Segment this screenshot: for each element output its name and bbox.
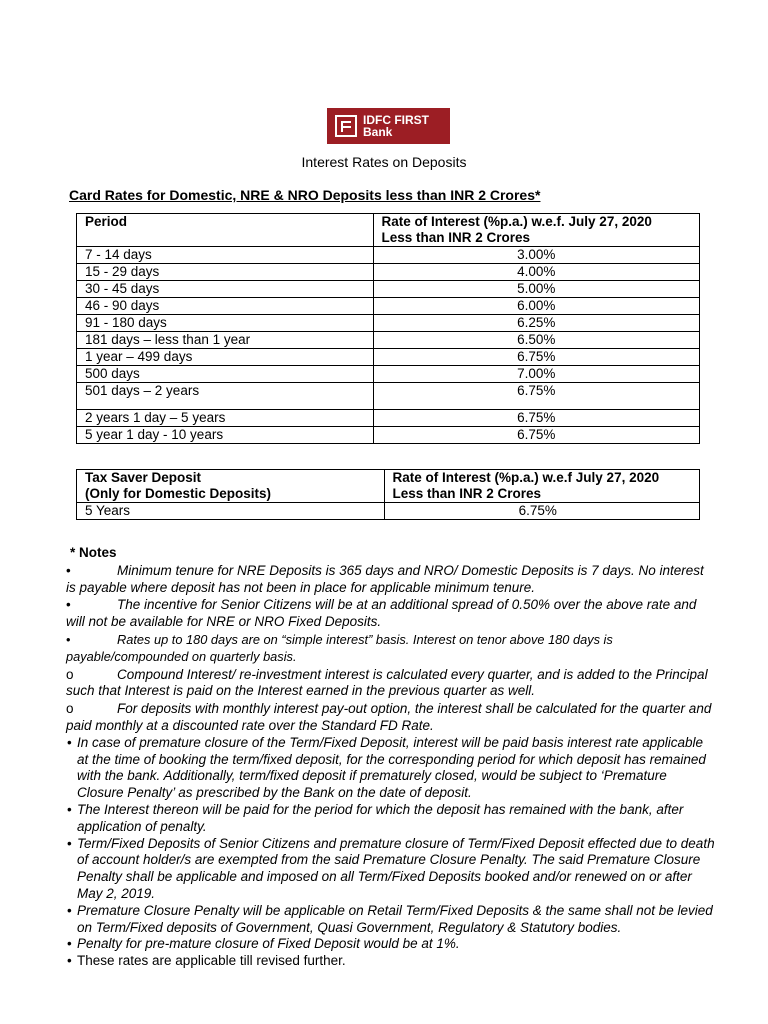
table-row xyxy=(77,281,700,298)
rate-cell: 6.75% xyxy=(373,410,699,427)
note-bullet: o xyxy=(66,666,74,682)
table-row xyxy=(77,410,700,427)
logo-line-1: IDFC FIRST xyxy=(363,113,429,127)
note-bullet: • xyxy=(67,902,72,918)
tax-saver-header-line-2: (Only for Domestic Deposits) xyxy=(85,486,272,501)
rate-header xyxy=(373,214,699,247)
tax-saver-table xyxy=(76,469,700,520)
period-cell: 7 - 14 days xyxy=(77,247,374,264)
note-bullet: • xyxy=(66,597,71,613)
period-cell: 46 - 90 days xyxy=(77,298,374,315)
rate-cell: 4.00% xyxy=(373,264,699,281)
rates-table xyxy=(76,213,700,444)
tax-saver-header-line-1: Tax Saver Deposit xyxy=(85,470,202,485)
table-row xyxy=(77,247,700,264)
rate-cell: 6.25% xyxy=(373,315,699,332)
note-text: Minimum tenure for NRE Deposits is 365 days and NRO/ Domestic Deposits is 7 days. No interest is payable where deposit has not been in place for applicable minimum tenure. xyxy=(66,562,704,595)
note-text: For deposits with monthly interest pay-out option, the interest shall be calculated for the quarter and paid monthly at a discounted rate over the Standard FD Rate. xyxy=(66,701,712,733)
note-bullet: o xyxy=(66,701,74,717)
note-text: In case of premature closure of the Term/Fixed Deposit, interest will be paid basis interest rate applicable at the time of booking the term/fixed deposit, for the corresponding period for which deposit has remained with the bank. Additionally, term/fixed deposit if prematurely closed, would be subject to ‘Premature Closure Penalty’ as prescribed by the Bank on the date of deposit. xyxy=(77,734,706,801)
period-cell: 2 years 1 day – 5 years xyxy=(77,410,374,427)
tax-saver-header xyxy=(77,470,385,503)
note-bullet: • xyxy=(67,936,72,952)
note-bullet: • xyxy=(67,801,72,817)
note-item xyxy=(66,597,716,631)
rate-cell: 3.00% xyxy=(373,247,699,264)
note-item xyxy=(66,735,716,802)
period-cell: 1 year – 499 days xyxy=(77,349,374,366)
table-row xyxy=(77,315,700,332)
note-bullet: • xyxy=(66,562,71,578)
notes-section xyxy=(66,545,716,970)
table-row xyxy=(77,298,700,315)
note-text: The incentive for Senior Citizens will be at an additional spread of 0.50% over the above rate and will not be available for NRE or NRO Fixed Deposits. xyxy=(66,597,697,630)
note-item xyxy=(66,953,716,970)
tax-saver-rate-header-line-2: Less than INR 2 Crores xyxy=(392,486,542,501)
note-item xyxy=(66,563,716,597)
note-text: Compound Interest/ re-investment interest is calculated every quarter, and is added to the Principal such that Interest is paid on the Interest earned in the previous quarter as well. xyxy=(66,666,708,699)
table-row xyxy=(77,349,700,366)
rate-cell: 6.75% xyxy=(373,349,699,366)
rate-cell: 6.75% xyxy=(373,383,699,410)
period-cell: 500 days xyxy=(77,366,374,383)
note-bullet: • xyxy=(67,734,72,750)
note-bullet: • xyxy=(67,953,72,969)
note-item xyxy=(66,632,716,666)
note-item xyxy=(66,802,716,836)
table-row xyxy=(77,503,700,520)
rate-header-line-1: Rate of Interest (%p.a.) w.e.f. July 27, 2020 xyxy=(381,214,652,229)
table-row xyxy=(77,383,700,410)
table-row xyxy=(77,264,700,281)
logo-text xyxy=(363,114,429,138)
notes-heading: * Notes xyxy=(70,545,117,560)
note-item xyxy=(66,667,716,701)
period-cell: 5 year 1 day - 10 years xyxy=(77,427,374,444)
rate-cell: 7.00% xyxy=(373,366,699,383)
rate-cell: 6.00% xyxy=(373,298,699,315)
tax-saver-rate-header-line-1: Rate of Interest (%p.a.) w.e.f July 27, 2020 xyxy=(392,470,660,485)
table-row xyxy=(77,332,700,349)
note-item xyxy=(66,936,716,953)
rates-table-header xyxy=(77,214,700,247)
note-item xyxy=(66,701,716,735)
note-text: These rates are applicable till revised further. xyxy=(77,953,346,969)
rate-cell: 5.00% xyxy=(373,281,699,298)
tax-saver-rate-header xyxy=(384,470,699,503)
rate-cell: 6.75% xyxy=(384,503,699,520)
bank-logo xyxy=(327,108,450,144)
period-cell: 30 - 45 days xyxy=(77,281,374,298)
note-item xyxy=(66,836,716,903)
note-item xyxy=(66,903,716,937)
note-bullet: • xyxy=(67,835,72,851)
logo-mark-icon xyxy=(335,115,357,137)
period-cell: 15 - 29 days xyxy=(77,264,374,281)
period-header: Period xyxy=(77,214,374,247)
section-title: Card Rates for Domestic, NRE & NRO Deposits less than INR 2 Crores* xyxy=(69,187,541,203)
document-title: Interest Rates on Deposits xyxy=(301,154,467,170)
period-cell: 501 days – 2 years xyxy=(77,383,374,410)
note-text: The Interest thereon will be paid for the period for which the deposit has remained with the bank, after application of penalty. xyxy=(77,801,684,834)
logo-line-2: Bank xyxy=(363,125,393,139)
rate-header-line-2: Less than INR 2 Crores xyxy=(381,230,531,245)
period-cell: 5 Years xyxy=(77,503,385,520)
rate-cell: 6.50% xyxy=(373,332,699,349)
note-text: Rates up to 180 days are on “simple interest” basis. Interest on tenor above 180 days is payable/compounded on quarterly basis. xyxy=(66,631,613,664)
note-bullet: • xyxy=(66,631,71,647)
table-row xyxy=(77,366,700,383)
period-cell: 181 days – less than 1 year xyxy=(77,332,374,349)
period-cell: 91 - 180 days xyxy=(77,315,374,332)
note-text: Premature Closure Penalty will be applicable on Retail Term/Fixed Deposits & the same shall not be levied on Term/Fixed deposits of Government, Quasi Government, Regulatory & Statutory bodies. xyxy=(77,902,713,935)
note-text: Penalty for pre-mature closure of Fixed Deposit would be at 1%. xyxy=(77,936,460,952)
note-text: Term/Fixed Deposits of Senior Citizens and premature closure of Term/Fixed Deposit effected due to death of account holder/s are exempted from the said Premature Closure Penalty. The said Premature Closure Penalty shall be applicable and imposed on all Term/Fixed Deposits booked and/or renewed on or after May 2, 2019. xyxy=(77,835,715,901)
rate-cell: 6.75% xyxy=(373,427,699,444)
table-row xyxy=(77,427,700,444)
tax-saver-table-header xyxy=(77,470,700,503)
